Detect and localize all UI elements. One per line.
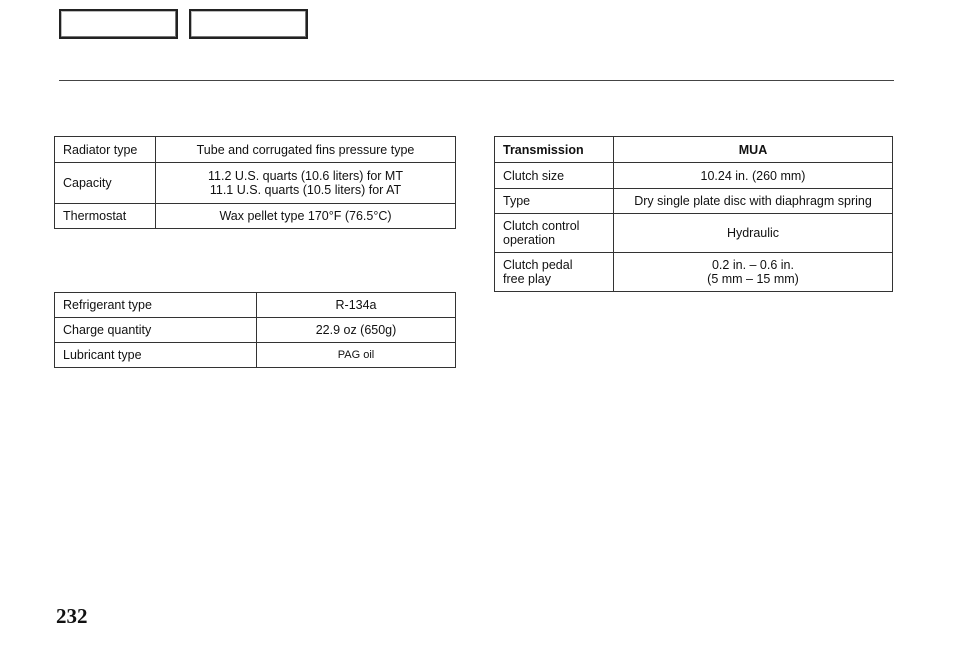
nav-button-next[interactable]	[189, 9, 308, 39]
table-row	[495, 214, 893, 253]
value-line: 0.2 in. – 0.6 in.	[711, 258, 794, 272]
value-line: 11.2 U.S. quarts (10.6 liters) for MT	[208, 169, 403, 183]
row-value	[156, 163, 456, 204]
table-row	[495, 163, 893, 189]
table-row	[55, 343, 456, 368]
table-row	[55, 318, 456, 343]
row-label	[495, 214, 614, 253]
air-conditioning-table	[54, 292, 456, 368]
row-value: 22.9 oz (650g)	[257, 318, 456, 343]
row-label: Capacity	[55, 163, 156, 204]
table-row	[495, 189, 893, 214]
row-value	[614, 253, 893, 292]
table-row	[55, 293, 456, 318]
row-label: Clutch size	[495, 163, 614, 189]
cooling-system-table	[54, 136, 456, 229]
label-line: Clutch pedal	[503, 258, 573, 272]
row-value: PAG oil	[257, 343, 456, 368]
row-label: Type	[495, 189, 614, 214]
row-value: Wax pellet type 170°F (76.5°C)	[156, 204, 456, 229]
table-row	[495, 253, 893, 292]
row-value: Dry single plate disc with diaphragm spring	[614, 189, 893, 214]
row-label: Radiator type	[55, 137, 156, 163]
label-line: Clutch control	[503, 219, 580, 233]
row-value: Tube and corrugated fins pressure type	[156, 137, 456, 163]
table-row	[55, 137, 456, 163]
header-divider	[59, 80, 894, 81]
table-header-row	[495, 137, 893, 163]
label-line: free play	[503, 272, 551, 286]
row-label: Charge quantity	[55, 318, 257, 343]
nav-button-previous[interactable]	[59, 9, 178, 39]
row-value: 10.24 in. (260 mm)	[614, 163, 893, 189]
table-row	[55, 163, 456, 204]
row-value: R-134a	[257, 293, 456, 318]
row-label: Lubricant type	[55, 343, 257, 368]
transmission-table	[494, 136, 893, 292]
value-line: 11.1 U.S. quarts (10.5 liters) for AT	[209, 183, 402, 197]
row-label: Refrigerant type	[55, 293, 257, 318]
row-label: Thermostat	[55, 204, 156, 229]
table-row	[55, 204, 456, 229]
page-number: 232	[56, 604, 88, 628]
header-value: MUA	[614, 137, 893, 163]
label-line: operation	[503, 233, 556, 247]
header-label: Transmission	[495, 137, 614, 163]
row-value: Hydraulic	[614, 214, 893, 253]
row-label	[495, 253, 614, 292]
value-line: (5 mm – 15 mm)	[707, 272, 799, 286]
